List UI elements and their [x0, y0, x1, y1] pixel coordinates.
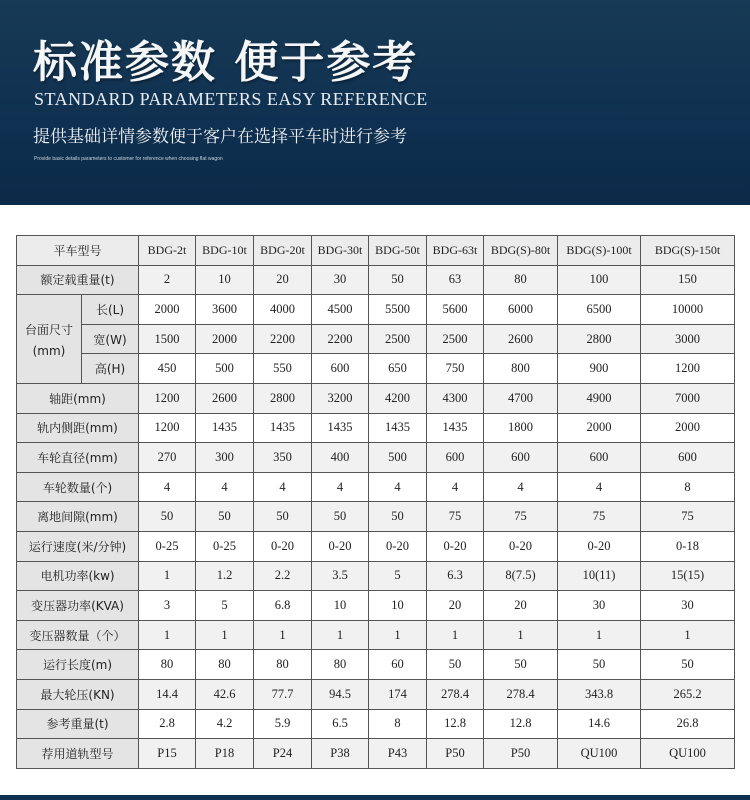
value-cell: 1500 — [139, 324, 196, 354]
row-label-cell: 轴距(mm) — [17, 383, 139, 413]
value-cell: 77.7 — [254, 679, 312, 709]
table-row — [17, 650, 735, 680]
value-cell: P50 — [484, 739, 558, 769]
value-cell: 450 — [139, 354, 196, 384]
row-label-cell: 轨内侧距(mm) — [17, 413, 139, 443]
value-cell: 0-20 — [254, 531, 312, 561]
row-label-cell: 参考重量(t) — [17, 709, 139, 739]
value-cell: 2500 — [369, 324, 427, 354]
value-cell: 4700 — [484, 383, 558, 413]
value-cell: 50 — [369, 265, 427, 295]
value-cell: P24 — [254, 739, 312, 769]
value-cell: 0-20 — [484, 531, 558, 561]
model-header-cell: BDG-50t — [369, 236, 427, 266]
value-cell: 75 — [641, 502, 735, 532]
value-cell: 174 — [369, 679, 427, 709]
value-cell: 4 — [312, 472, 369, 502]
value-cell: 600 — [427, 443, 484, 473]
value-cell: 2800 — [558, 324, 641, 354]
value-cell: 4 — [558, 472, 641, 502]
row-label-cell: 额定载重量(t) — [17, 265, 139, 295]
value-cell: 400 — [312, 443, 369, 473]
value-cell: 20 — [484, 591, 558, 621]
value-cell: P38 — [312, 739, 369, 769]
parameters-table — [16, 235, 735, 769]
value-cell: 30 — [558, 591, 641, 621]
table-row — [17, 443, 735, 473]
banner-tiny-note: Provide basic details parameters to customer for reference when choosing flat wagon — [34, 156, 223, 162]
value-cell: 1 — [369, 620, 427, 650]
value-cell: 10 — [312, 591, 369, 621]
row-label-cell: 电机功率(kw) — [17, 561, 139, 591]
value-cell: 10(11) — [558, 561, 641, 591]
value-cell: 14.6 — [558, 709, 641, 739]
banner-subtitle-en: STANDARD PARAMETERS EASY REFERENCE — [34, 89, 428, 109]
value-cell: 10 — [196, 265, 254, 295]
value-cell: 1 — [312, 620, 369, 650]
banner-subtitle-cn: 提供基础详情参数便于客户在选择平车时进行参考 — [33, 127, 407, 147]
value-cell: 4200 — [369, 383, 427, 413]
value-cell: 0-18 — [641, 531, 735, 561]
value-cell: 5 — [196, 591, 254, 621]
header-banner — [0, 0, 750, 205]
value-cell: 1435 — [312, 413, 369, 443]
model-header-cell: BDG-63t — [427, 236, 484, 266]
value-cell: 800 — [484, 354, 558, 384]
value-cell: P43 — [369, 739, 427, 769]
value-cell: 6.3 — [427, 561, 484, 591]
table-row — [17, 709, 735, 739]
value-cell: 20 — [254, 265, 312, 295]
value-cell: 2200 — [312, 324, 369, 354]
value-cell: 3.5 — [312, 561, 369, 591]
table-row — [17, 413, 735, 443]
value-cell: 750 — [427, 354, 484, 384]
model-header-cell: BDG(S)-80t — [484, 236, 558, 266]
value-cell: 10 — [369, 591, 427, 621]
row-label-cell: 荐用道轨型号 — [17, 739, 139, 769]
value-cell: 2500 — [427, 324, 484, 354]
value-cell: 7000 — [641, 383, 735, 413]
value-cell: 0-20 — [427, 531, 484, 561]
value-cell: 10000 — [641, 295, 735, 325]
platform-size-unit: (mm) — [32, 343, 66, 358]
value-cell: 1 — [139, 620, 196, 650]
value-cell: 600 — [558, 443, 641, 473]
value-cell: 50 — [369, 502, 427, 532]
value-cell: 4 — [139, 472, 196, 502]
value-cell: 12.8 — [484, 709, 558, 739]
value-cell: 50 — [196, 502, 254, 532]
table-row — [17, 295, 735, 325]
value-cell: 50 — [139, 502, 196, 532]
value-cell: 300 — [196, 443, 254, 473]
value-cell: 4 — [369, 472, 427, 502]
value-cell: 650 — [369, 354, 427, 384]
value-cell: 8(7.5) — [484, 561, 558, 591]
value-cell: 6.8 — [254, 591, 312, 621]
value-cell: 6000 — [484, 295, 558, 325]
value-cell: 600 — [641, 443, 735, 473]
value-cell: 2000 — [196, 324, 254, 354]
value-cell: 50 — [641, 650, 735, 680]
model-header-cell: BDG(S)-100t — [558, 236, 641, 266]
value-cell: 30 — [312, 265, 369, 295]
table-row — [17, 679, 735, 709]
table-row — [17, 739, 735, 769]
value-cell: 8 — [641, 472, 735, 502]
value-cell: 2000 — [558, 413, 641, 443]
value-cell: 0-25 — [196, 531, 254, 561]
row-label-cell: 离地间隙(mm) — [17, 502, 139, 532]
value-cell: 50 — [484, 650, 558, 680]
value-cell: 278.4 — [427, 679, 484, 709]
value-cell: 550 — [254, 354, 312, 384]
value-cell: 2600 — [484, 324, 558, 354]
model-header-cell: BDG-30t — [312, 236, 369, 266]
value-cell: 75 — [484, 502, 558, 532]
value-cell: 150 — [641, 265, 735, 295]
value-cell: 3200 — [312, 383, 369, 413]
value-cell: 2 — [139, 265, 196, 295]
value-cell: 1 — [254, 620, 312, 650]
value-cell: 1 — [196, 620, 254, 650]
value-cell: 6500 — [558, 295, 641, 325]
table-header-row — [17, 236, 735, 266]
value-cell: 350 — [254, 443, 312, 473]
value-cell: 5 — [369, 561, 427, 591]
table-row — [17, 502, 735, 532]
platform-size-label: 台面尺寸 — [24, 322, 73, 337]
table-row — [17, 354, 735, 384]
value-cell: 4000 — [254, 295, 312, 325]
value-cell: 265.2 — [641, 679, 735, 709]
value-cell: 75 — [427, 502, 484, 532]
table-row — [17, 561, 735, 591]
value-cell: 3000 — [641, 324, 735, 354]
value-cell: 1200 — [641, 354, 735, 384]
value-cell: 500 — [196, 354, 254, 384]
value-cell: 1 — [558, 620, 641, 650]
value-cell: QU100 — [641, 739, 735, 769]
value-cell: 1 — [484, 620, 558, 650]
value-cell: 1800 — [484, 413, 558, 443]
value-cell: 1435 — [254, 413, 312, 443]
value-cell: 100 — [558, 265, 641, 295]
platform-size-label-cell — [17, 295, 82, 384]
value-cell: 1 — [427, 620, 484, 650]
value-cell: 4.2 — [196, 709, 254, 739]
dimension-label-cell: 长(L) — [82, 295, 139, 325]
value-cell: 900 — [558, 354, 641, 384]
value-cell: 4300 — [427, 383, 484, 413]
value-cell: 0-20 — [369, 531, 427, 561]
value-cell: 4 — [427, 472, 484, 502]
value-cell: 6.5 — [312, 709, 369, 739]
value-cell: 1 — [641, 620, 735, 650]
bottom-bar — [0, 795, 750, 800]
row-label-cell: 最大轮压(KN) — [17, 679, 139, 709]
value-cell: 2.2 — [254, 561, 312, 591]
value-cell: 1435 — [427, 413, 484, 443]
value-cell: 80 — [312, 650, 369, 680]
value-cell: 0-20 — [312, 531, 369, 561]
value-cell: 4 — [484, 472, 558, 502]
value-cell: P15 — [139, 739, 196, 769]
row-label-cell: 车轮数量(个) — [17, 472, 139, 502]
model-header-cell: BDG-10t — [196, 236, 254, 266]
value-cell: 75 — [558, 502, 641, 532]
parameters-table-wrapper — [16, 235, 734, 769]
value-cell: 2.8 — [139, 709, 196, 739]
value-cell: 1200 — [139, 413, 196, 443]
value-cell: 42.6 — [196, 679, 254, 709]
table-row — [17, 383, 735, 413]
value-cell: 50 — [312, 502, 369, 532]
value-cell: 4500 — [312, 295, 369, 325]
value-cell: P50 — [427, 739, 484, 769]
value-cell: 1.2 — [196, 561, 254, 591]
value-cell: QU100 — [558, 739, 641, 769]
row-label-cell: 车轮直径(mm) — [17, 443, 139, 473]
row-label-cell: 变压器数量（个） — [17, 620, 139, 650]
value-cell: 26.8 — [641, 709, 735, 739]
value-cell: 80 — [139, 650, 196, 680]
value-cell: 80 — [196, 650, 254, 680]
value-cell: 50 — [254, 502, 312, 532]
header-label-cell: 平车型号 — [17, 236, 139, 266]
value-cell: 2800 — [254, 383, 312, 413]
value-cell: 50 — [427, 650, 484, 680]
value-cell: 5500 — [369, 295, 427, 325]
value-cell: 4 — [196, 472, 254, 502]
value-cell: 0-25 — [139, 531, 196, 561]
value-cell: 15(15) — [641, 561, 735, 591]
table-row — [17, 620, 735, 650]
row-label-cell: 运行长度(m) — [17, 650, 139, 680]
table-row — [17, 472, 735, 502]
value-cell: 1200 — [139, 383, 196, 413]
table-row — [17, 324, 735, 354]
table-row — [17, 591, 735, 621]
value-cell: 30 — [641, 591, 735, 621]
row-label-cell: 运行速度(米/分钟) — [17, 531, 139, 561]
table-row — [17, 531, 735, 561]
value-cell: 2000 — [139, 295, 196, 325]
value-cell: 2200 — [254, 324, 312, 354]
value-cell: 12.8 — [427, 709, 484, 739]
value-cell: 600 — [312, 354, 369, 384]
value-cell: 270 — [139, 443, 196, 473]
value-cell: 50 — [558, 650, 641, 680]
value-cell: 2600 — [196, 383, 254, 413]
row-label-cell: 变压器功率(KVA) — [17, 591, 139, 621]
banner-title: 标准参数 便于参考 — [33, 37, 419, 88]
dimension-label-cell: 高(H) — [82, 354, 139, 384]
dimension-label-cell: 宽(W) — [82, 324, 139, 354]
value-cell: 5.9 — [254, 709, 312, 739]
value-cell: 1 — [139, 561, 196, 591]
value-cell: 94.5 — [312, 679, 369, 709]
value-cell: 14.4 — [139, 679, 196, 709]
model-header-cell: BDG-20t — [254, 236, 312, 266]
value-cell: 600 — [484, 443, 558, 473]
value-cell: 60 — [369, 650, 427, 680]
value-cell: 5600 — [427, 295, 484, 325]
value-cell: 4900 — [558, 383, 641, 413]
model-header-cell: BDG-2t — [139, 236, 196, 266]
value-cell: 1435 — [369, 413, 427, 443]
value-cell: 278.4 — [484, 679, 558, 709]
value-cell: 63 — [427, 265, 484, 295]
value-cell: 343.8 — [558, 679, 641, 709]
value-cell: 3600 — [196, 295, 254, 325]
value-cell: 4 — [254, 472, 312, 502]
value-cell: 8 — [369, 709, 427, 739]
table-row — [17, 265, 735, 295]
value-cell: 1435 — [196, 413, 254, 443]
value-cell: 2000 — [641, 413, 735, 443]
value-cell: 0-20 — [558, 531, 641, 561]
value-cell: 500 — [369, 443, 427, 473]
value-cell: 80 — [254, 650, 312, 680]
model-header-cell: BDG(S)-150t — [641, 236, 735, 266]
value-cell: 20 — [427, 591, 484, 621]
value-cell: 3 — [139, 591, 196, 621]
value-cell: 80 — [484, 265, 558, 295]
value-cell: P18 — [196, 739, 254, 769]
